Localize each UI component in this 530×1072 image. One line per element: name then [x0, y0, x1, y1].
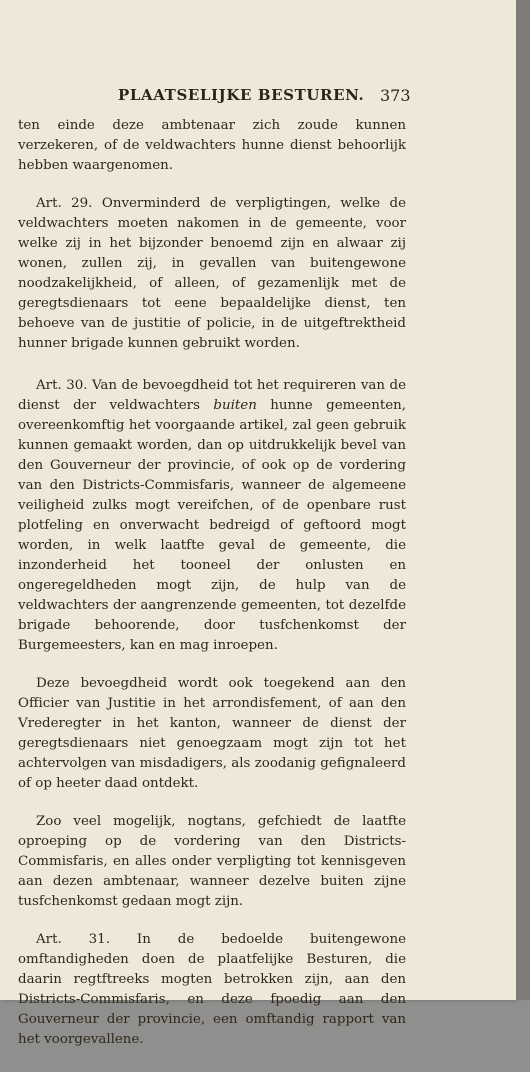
emphasis-text: buiten — [213, 398, 257, 413]
paragraph-text: In de bedoelde buitengewone omftandigheden doen de plaatfelijke Besturen, die daarin regtftreeks mogten betrokken zijn, aan den Districts-Commisfaris, en deze fpoedig aan den Gouverneur der provincie, een omftandig rapport van het voorgevallene. — [18, 932, 406, 1047]
page-edge-shadow — [516, 0, 530, 1000]
body-text — [18, 116, 406, 1072]
paragraph-continuation — [18, 116, 406, 176]
indent — [18, 814, 36, 829]
article-29 — [18, 194, 406, 354]
paragraph-text: Deze bevoegdheid wordt ook toegekend aan den Officier van Justitie in het arrondisfement, of aan den Vrederegter in het kanton, wanneer de dienst der geregtsdienaars niet genoegzaam mogt zijn tot het achtervolgen van misdadigers, als zoodanig gefignaleerd of op heeter daad ontdekt. — [18, 676, 406, 791]
page-number: 373 — [380, 86, 411, 105]
paragraph-text: Van de bevoegdheid tot het requireren van de dienst der veldwachters — [18, 378, 407, 413]
paragraph-text: hunne gemeenten, overeenkomftig het voorgaande artikel, zal geen gebruik kunnen gemaakt worden, dan op uitdrukkelijk bevel van den Gouverneur der provincie, of ook op de vordering van den Districts-Commisfaris, wanneer de algemeene veiligheid zulks mogt vereifchen, of de openbare rust plotfeling en onverwacht bedreigd of geftoord mogt worden, in welk laatfte geval de gemeente, die inzonderheid het tooneel der onlusten en ongeregeldheden mogt zijn, de hulp van de veldwachters der aangrenzende gemeenten, tot dezelfde brigade behoorende, door tusfchenkomst der Burgemeesters, kan en mag inroepen. — [18, 398, 407, 653]
running-head — [0, 86, 516, 108]
article-label: Art. 29. — [36, 196, 93, 211]
article-label: Art. 31. — [36, 932, 110, 947]
paragraph — [18, 674, 406, 794]
paragraph-text: Onverminderd de verpligtingen, welke de veldwachters moeten nakomen in de gemeente, voor welke zij in het bijzonder benoemd zijn en alwaar zij wonen, zullen zij, in gevallen van buitengewone noodzakelijkheid, of alleen, of gezamenlijk met de geregtsdienaars tot eene bepaaldelijke dienst, ten behoeve van de justitie of policie, in de uitgeftrektheid hunner brigade kunnen gebruikt worden. — [18, 196, 407, 351]
article-label: Art. 30. — [36, 378, 88, 393]
article-30 — [18, 376, 406, 656]
article-31 — [18, 930, 406, 1050]
page-header-title: PLAATSELIJKE BESTUREN. — [118, 86, 365, 104]
paragraph-text: Zoo veel mogelijk, nogtans, gefchiedt de laatfte oproeping op de vordering van den Districts-Commisfaris, en alles onder verpligting tot kennisgeven aan dezen ambtenaar, wanneer dezelve buiten zijne tusfchenkomst gedaan mogt zijn. — [18, 814, 406, 909]
paragraph-text: ten einde deze ambtenaar zich zoude kunnen verzekeren, of de veldwachters hunne dienst behoorlijk hebben waargenomen. — [18, 118, 406, 173]
indent — [18, 676, 36, 691]
paragraph — [18, 812, 406, 912]
